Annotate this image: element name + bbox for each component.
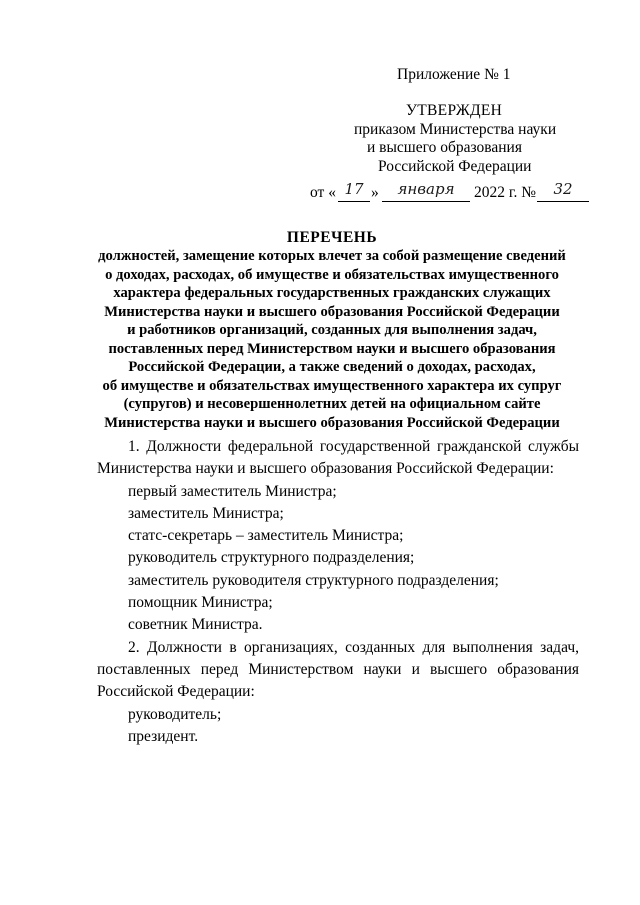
approval-block — [310, 102, 610, 204]
date-day-handwritten: 17 — [338, 179, 370, 202]
subtitle-line: характера федеральных государственных гражданских служащих — [113, 285, 551, 301]
date-quote-close: » — [371, 184, 379, 201]
order-line: и высшего образования — [367, 139, 522, 156]
section-2-heading-line: 2. Должности в организациях, созданных для выполнения задач, — [128, 638, 579, 656]
subtitle-line: и работников организаций, созданных для выполнения задач, — [127, 322, 537, 338]
list-item: первый заместитель Министра; — [128, 482, 337, 500]
section-1-heading-line: Министерства науки и высшего образования Российской Федерации: — [97, 460, 554, 478]
subtitle-line: поставленных перед Министерством науки и высшего образования — [108, 340, 556, 357]
list-item: советник Министра. — [128, 616, 263, 634]
subtitle-line: о доходах, расходах, об имуществе и обязательствах имущественного — [105, 266, 559, 283]
date-prefix: от « — [310, 184, 336, 201]
document-body — [97, 436, 579, 748]
section-2-heading-line: Российской Федерации: — [97, 683, 255, 701]
subtitle-line: (супругов) и несовершеннолетних детей на официальном сайте — [123, 396, 541, 412]
list-item: руководитель; — [128, 705, 222, 723]
list-item: руководитель структурного подразделения; — [128, 549, 415, 567]
date-year-label: 2022 г. № — [474, 184, 537, 201]
list-item: помощник Министра; — [128, 594, 273, 612]
section-1-heading-line: 1. Должности федеральной государственной гражданской службы — [128, 438, 579, 455]
section-2-heading-line: поставленных перед Министерством науки и высшего образования — [97, 660, 579, 678]
section-1 — [97, 436, 579, 637]
document-subtitle — [80, 247, 584, 432]
approved-heading: УТВЕРЖДЕН — [406, 102, 503, 119]
subtitle-line: Российской Федерации, а также сведений о доходах, расходах, — [128, 359, 536, 375]
order-date-line — [310, 182, 610, 204]
appendix-label: Приложение № 1 — [397, 66, 511, 83]
section-2 — [97, 637, 579, 748]
document-title: ПЕРЕЧЕНЬ — [286, 229, 378, 246]
subtitle-line: Министерства науки и высшего образования Российской Федерации — [104, 303, 560, 320]
subtitle-line: об имуществе и обязательствах имущественного характера их супруг — [102, 377, 562, 394]
list-item: заместитель Министра; — [128, 504, 284, 522]
list-item: заместитель руководителя структурного подразделения; — [128, 571, 499, 589]
subtitle-line: должностей, замещение которых влечет за собой размещение сведений — [98, 248, 566, 264]
order-number-handwritten: 32 — [537, 179, 589, 202]
list-item: президент. — [128, 727, 199, 745]
list-item: статс-секретарь – заместитель Министра; — [128, 527, 404, 545]
date-month-handwritten: января — [382, 179, 470, 202]
subtitle-line: Министерства науки и высшего образования Российской Федерации — [104, 414, 560, 431]
order-line: приказом Министерства науки — [354, 120, 557, 138]
order-line: Российской Федерации — [378, 157, 532, 175]
